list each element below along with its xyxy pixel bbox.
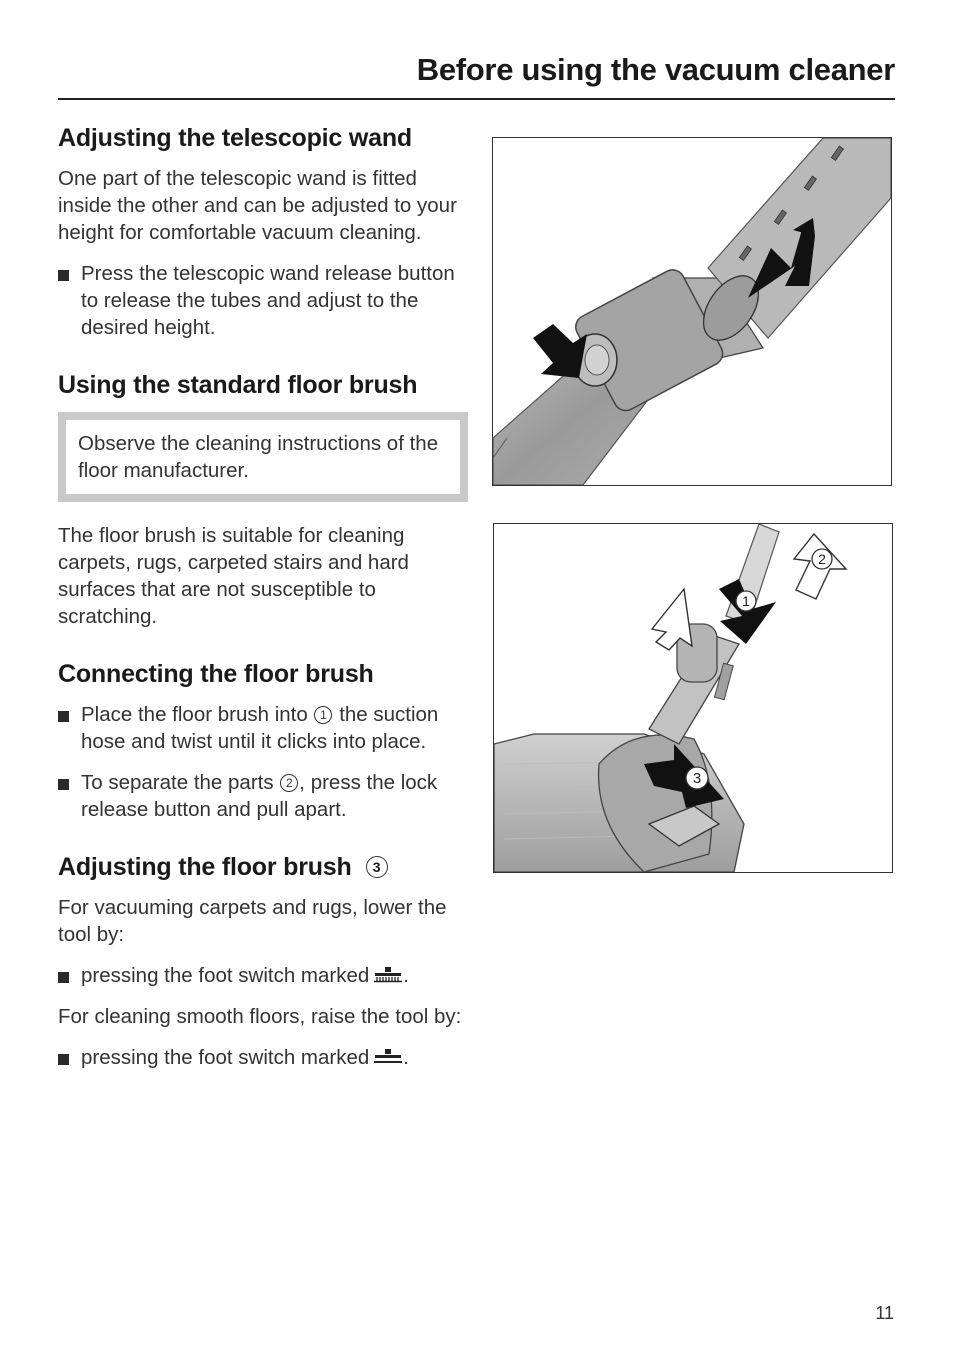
list-item (58, 260, 468, 341)
list-item: pressing the foot switch marked . (58, 962, 468, 989)
telescopic-wand-illustration (493, 138, 891, 485)
page-header (58, 52, 895, 100)
section-standard-floor-brush (58, 371, 468, 630)
heading-connecting-floor-brush: Connecting the floor brush (58, 660, 374, 688)
floor-brush-figure (493, 523, 893, 873)
adjusting-para2: For cleaning smooth floors, raise the tool by: (58, 1005, 462, 1028)
page-number: 11 (875, 1303, 894, 1323)
callout-3-label: 3 (692, 770, 702, 787)
heading-adjusting-floor-brush (58, 853, 468, 882)
connecting-bullet1-pre: Place the floor brush into (81, 703, 308, 726)
page-title: Before using the vacuum cleaner (416, 52, 895, 87)
list-item (58, 769, 468, 823)
telescopic-paragraph: One part of the telescopic wand is fitted inside the other and can be adjusted to your height for comfortable vacuum cleaning. (58, 167, 457, 244)
heading-standard-floor-brush: Using the standard floor brush (58, 371, 418, 399)
heading-adjusting-text: Adjusting the floor brush (58, 853, 352, 881)
list-item: pressing the foot switch marked . (58, 1044, 468, 1071)
section-adjusting-floor-brush (58, 853, 468, 1071)
text-column (58, 124, 468, 1085)
adjusting-para1: For vacuuming carpets and rugs, lower the tool by: (58, 896, 447, 946)
floor-brush-illustration (494, 524, 892, 872)
circled-number-3-icon: 3 (366, 856, 388, 878)
telescopic-bullet-text: Press the telescopic wand release button to release the tubes and adjust to the desired height. (81, 262, 455, 339)
note-text: Observe the cleaning instructions of the floor manufacturer. (78, 432, 439, 482)
circled-number-2-icon: 2 (280, 774, 298, 792)
connecting-bullet2-post: , press the lock release button and pull apart. (81, 771, 438, 821)
callout-2-label: 2 (818, 551, 826, 567)
note-box (58, 412, 468, 502)
connecting-bullet2-pre: To separate the parts (81, 771, 274, 794)
bullet-icon (58, 779, 69, 790)
heading-telescopic-wand: Adjusting the telescopic wand (58, 124, 412, 152)
section-telescopic-wand (58, 124, 468, 341)
callout-1-label: 1 (742, 593, 750, 609)
bullet-icon (58, 1054, 69, 1065)
adjusting-bullet1-text: pressing the foot switch marked (81, 964, 370, 987)
bullet-icon (58, 711, 69, 722)
section-connecting-floor-brush (58, 660, 468, 823)
carpet-symbol-icon (373, 965, 403, 983)
list-item (58, 701, 468, 755)
standard-brush-paragraph: The floor brush is suitable for cleaning carpets, rugs, carpeted stairs and hard surfaces that are not susceptible to scratching. (58, 524, 409, 628)
connecting-bullet1-post: the suction hose and twist until it clicks into place. (81, 703, 439, 753)
circled-number-1-icon: 1 (314, 706, 332, 724)
telescopic-wand-figure (492, 137, 892, 486)
adjusting-bullet2-text: pressing the foot switch marked (81, 1046, 370, 1069)
bullet-icon (58, 270, 69, 281)
bullet-icon (58, 972, 69, 983)
smooth-floor-symbol-icon (373, 1047, 403, 1065)
